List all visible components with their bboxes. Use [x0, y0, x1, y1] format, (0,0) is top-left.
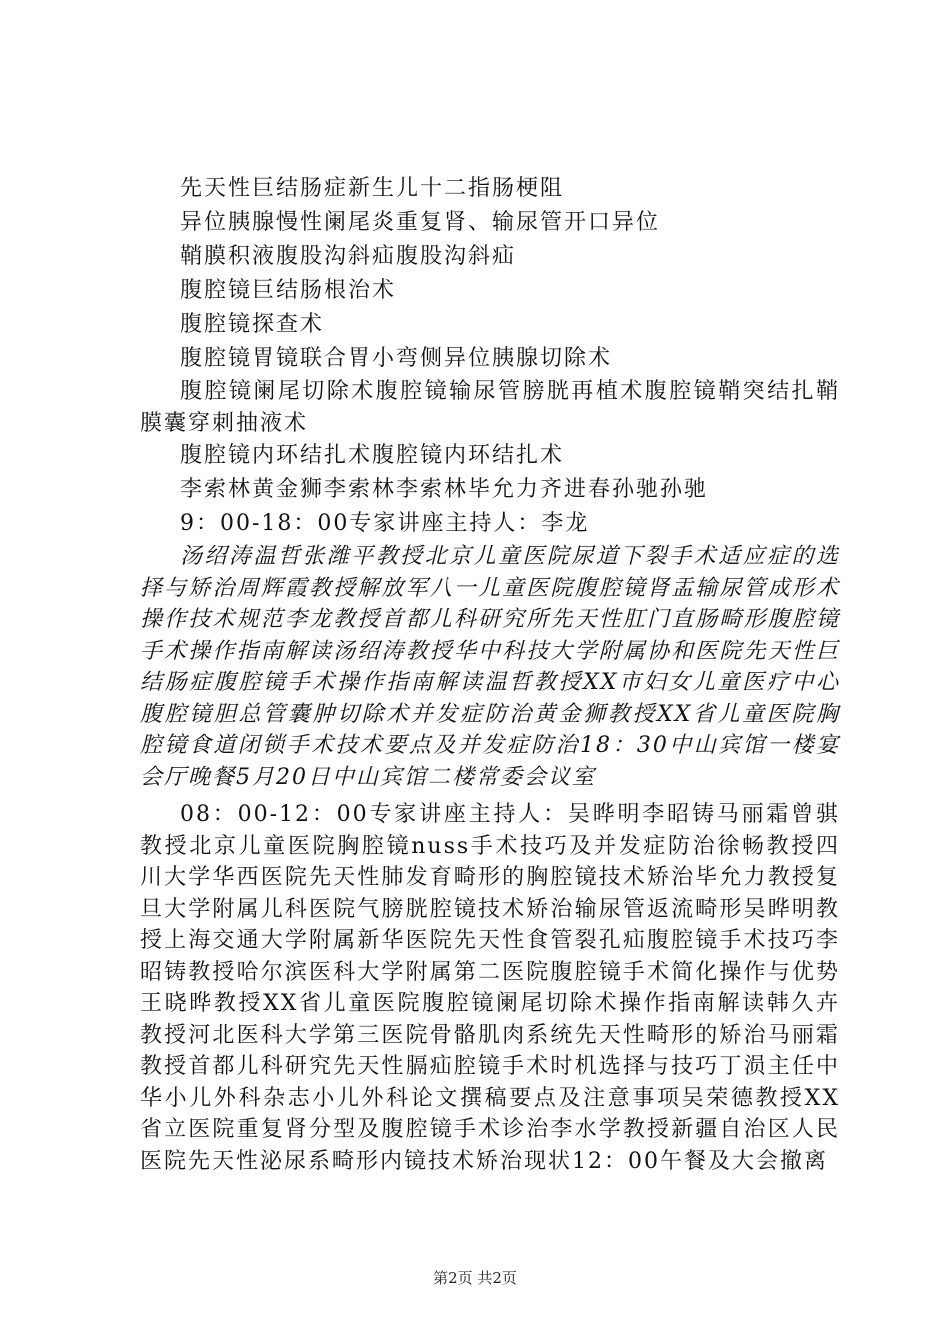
text-line: 异位胰腺慢性阑尾炎重复肾、输尿管开口异位 [180, 210, 661, 235]
text-line: 腹腔镜胃镜联合胃小弯侧异位胰腺切除术 [180, 346, 613, 371]
text-line: 腹腔镜内环结扎术腹腔镜内环结扎术 [180, 443, 565, 468]
paragraph: 08：00-12：00专家讲座主持人：吴晔明李昭铸马丽霜曾骐教授北京儿童医院胸腔镜nuss手术技巧及并发症防治徐畅教授四川大学华西医院先天性肺发育畸形的胸腔镜技术矫治毕允力教授复旦大学附属儿科医院气膀胱腔镜技术矫治输尿管返流畸形吴晔明教授上海交通大学附属新华医院先天性食管裂孔疝腹腔镜手术技巧李昭铸教授哈尔滨医科大学附属第二医院腹腔镜手术简化操作与优势王晓晔教授XX省儿童医院腹腔镜阑尾切除术操作指南解读韩久卉教授河北医科大学第三医院骨骼肌肉系统先天性畸形的矫治马丽霜教授首都儿科研究先天性膈疝腔镜手术时机选择与技巧丁涢主任中华小儿外科杂志小儿外科论文撰稿要点及注意事项吴荣德教授XX省立医院重复肾分型及腹腔镜手术诊治李水学教授新疆自治区人民医院先天性泌尿系畸形内镜技术矫治现状12：00午餐及大会撤离 [140, 802, 840, 1174]
paragraph: 腹腔镜阑尾切除术腹腔镜输尿管膀胱再植术腹腔镜鞘突结扎鞘膜囊穿刺抽液术 [140, 379, 840, 436]
paragraph: 汤绍涛温哲张潍平教授北京儿童医院尿道下裂手术适应症的选择与矫治周辉霞教授解放军八一儿童医院腹腔镜肾盂输尿管成形术操作技术规范李龙教授首都儿科研究所先天性肛门直肠畸形腹腔镜手术操作指南解读汤绍涛教授华中科技大学附属协和医院先天性巨结肠症腹腔镜手术操作指南解读温哲教授XX市妇女儿童医疗中心腹腔镜胆总管囊肿切除术并发症防治黄金狮教授XX省儿童医院胸腔镜食道闭锁手术技术要点及并发症防治18：30中山宾馆一楼宴会厅晚餐5月20日中山宾馆二楼常委会议室 [140, 544, 840, 790]
text-line: 腹腔镜巨结肠根治术 [180, 278, 397, 303]
text-line: 腹腔镜探查术 [180, 312, 325, 337]
text-line: 先天性巨结肠症新生儿十二指肠梗阻 [180, 176, 565, 201]
text-line: 李索林黄金狮李索林李索林毕允力齐进春孙驰孙驰 [180, 477, 709, 502]
text-line: 9：00-18：00专家讲座主持人：李龙 [180, 511, 590, 536]
document-body [140, 172, 840, 1177]
text-line: 鞘膜积液腹股沟斜疝腹股沟斜疝 [180, 244, 517, 269]
page-footer: 第2页 共2页 [433, 1269, 517, 1287]
